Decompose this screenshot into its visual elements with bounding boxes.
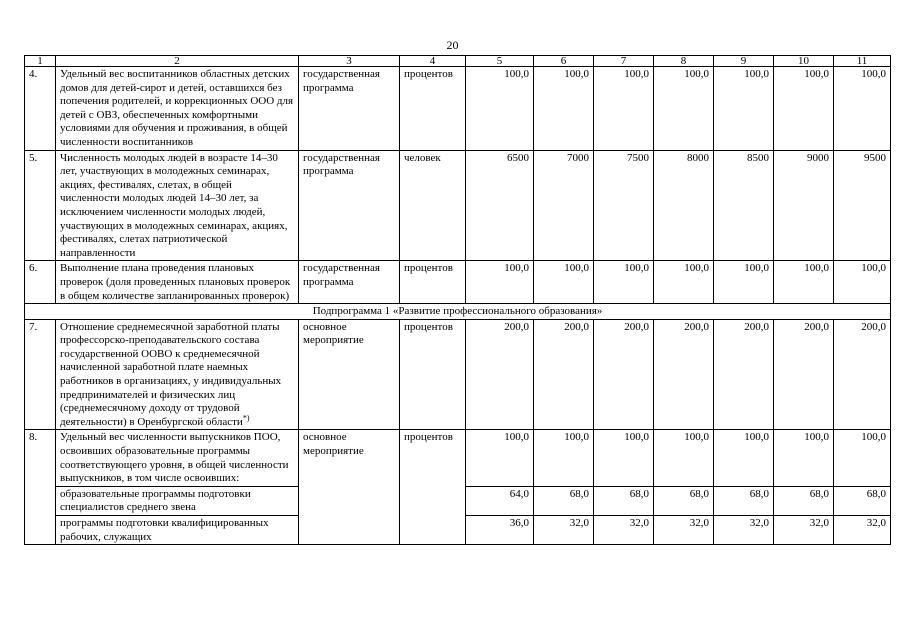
value-cell: 100,0 [714,261,774,304]
table-row [25,67,891,151]
indicator-name [56,319,299,430]
value-cell: 32,0 [834,516,891,545]
value-cell: 100,0 [654,261,714,304]
row-number: 7. [25,319,56,430]
indicator-name-text: Отношение среднемесячной заработной платы профессорско-преподавательского состава государственной ООВО к среднемесячной начисленной заработной плате наемных работников в организациях, у индивидуальных предпринимателей и физических лиц (среднемесячному доходу от трудовой деятельности) в Оренбургской области [60,320,282,428]
value-cell: 100,0 [834,261,891,304]
value-cell: 64,0 [466,486,534,515]
header-cell: 3 [299,56,400,67]
value-cell: 8500 [714,150,774,261]
header-cell: 2 [56,56,299,67]
header-cell: 1 [25,56,56,67]
indicator-name: Численность молодых людей в возрасте 14–30 лет, участвующих в молодежных семинарах, акциях, фестивалях, слетах, в общей численности молодых людей 14–30 лет, за исключением численности молодых людей, участвующих в молодежных семинарах, акциях, фестивалях, слетах патриотической направленности [56,150,299,261]
header-cell: 8 [654,56,714,67]
indicator-unit: процентов [400,430,466,545]
header-cell: 7 [594,56,654,67]
indicator-name: Удельный вес численности выпускников ПОО, освоивших образовательные программы соответствующего уровня, в общей численности выпускников, в том числе освоивших: [56,430,299,486]
value-cell: 100,0 [774,430,834,486]
indicator-unit: человек [400,150,466,261]
value-cell: 32,0 [654,516,714,545]
value-cell: 32,0 [534,516,594,545]
value-cell: 100,0 [534,430,594,486]
page-number: 20 [446,38,459,52]
header-cell: 4 [400,56,466,67]
indicator-unit: процентов [400,67,466,151]
indicator-name: Выполнение плана проведения плановых проверок (доля проведенных плановых проверок в общем количестве запланированных проверок) [56,261,299,304]
value-cell: 36,0 [466,516,534,545]
value-cell: 100,0 [594,67,654,151]
row-number: 8. [25,430,56,545]
value-cell: 68,0 [774,486,834,515]
value-cell: 68,0 [654,486,714,515]
value-cell: 32,0 [594,516,654,545]
table-row [25,261,891,304]
value-cell: 100,0 [654,67,714,151]
value-cell: 200,0 [654,319,714,430]
value-cell: 200,0 [534,319,594,430]
indicator-unit: процентов [400,319,466,430]
indicator-type: государственная программа [299,150,400,261]
table-row [25,319,891,430]
subprogram-title: Подпрограмма 1 «Развитие профессионального образования» [25,304,891,320]
indicator-type: государственная программа [299,67,400,151]
value-cell: 7500 [594,150,654,261]
value-cell: 68,0 [594,486,654,515]
header-cell: 10 [774,56,834,67]
value-cell: 100,0 [534,67,594,151]
indicator-type: государственная программа [299,261,400,304]
value-cell: 68,0 [834,486,891,515]
header-cell: 5 [466,56,534,67]
header-cell: 11 [834,56,891,67]
value-cell: 68,0 [534,486,594,515]
indicator-unit: процентов [400,261,466,304]
table-row [25,150,891,261]
value-cell: 100,0 [774,261,834,304]
subrow-name: образовательные программы подготовки специалистов среднего звена [56,486,299,515]
value-cell: 100,0 [466,430,534,486]
value-cell: 100,0 [594,261,654,304]
subprogram-row [25,304,891,320]
value-cell: 68,0 [714,486,774,515]
header-cell: 9 [714,56,774,67]
value-cell: 200,0 [774,319,834,430]
value-cell: 200,0 [714,319,774,430]
value-cell: 100,0 [834,430,891,486]
value-cell: 32,0 [714,516,774,545]
footnote-mark: *) [242,413,250,423]
value-cell: 100,0 [774,67,834,151]
value-cell: 9000 [774,150,834,261]
row-number: 5. [25,150,56,261]
row-number: 4. [25,67,56,151]
indicator-type: основное мероприятие [299,430,400,545]
value-cell: 100,0 [714,67,774,151]
header-cell: 6 [534,56,594,67]
value-cell: 200,0 [834,319,891,430]
value-cell: 9500 [834,150,891,261]
value-cell: 32,0 [774,516,834,545]
value-cell: 7000 [534,150,594,261]
value-cell: 100,0 [714,430,774,486]
value-cell: 100,0 [466,261,534,304]
indicator-type: основное мероприятие [299,319,400,430]
value-cell: 100,0 [594,430,654,486]
value-cell: 200,0 [594,319,654,430]
value-cell: 6500 [466,150,534,261]
indicator-name: Удельный вес воспитанников областных детских домов для детей-сирот и детей, оставшихся без попечения родителей, и коррекционных ООО для детей с ОВЗ, обеспеченных комфортными условиями для обучения и проживания, в общей численности воспитанников [56,67,299,151]
header-row [25,56,891,67]
value-cell: 100,0 [534,261,594,304]
row-number: 6. [25,261,56,304]
subrow-name: программы подготовки квалифицированных рабочих, служащих [56,516,299,545]
value-cell: 100,0 [466,67,534,151]
value-cell: 8000 [654,150,714,261]
value-cell: 100,0 [834,67,891,151]
value-cell: 200,0 [466,319,534,430]
indicators-table [24,55,891,545]
table-row [25,430,891,486]
value-cell: 100,0 [654,430,714,486]
